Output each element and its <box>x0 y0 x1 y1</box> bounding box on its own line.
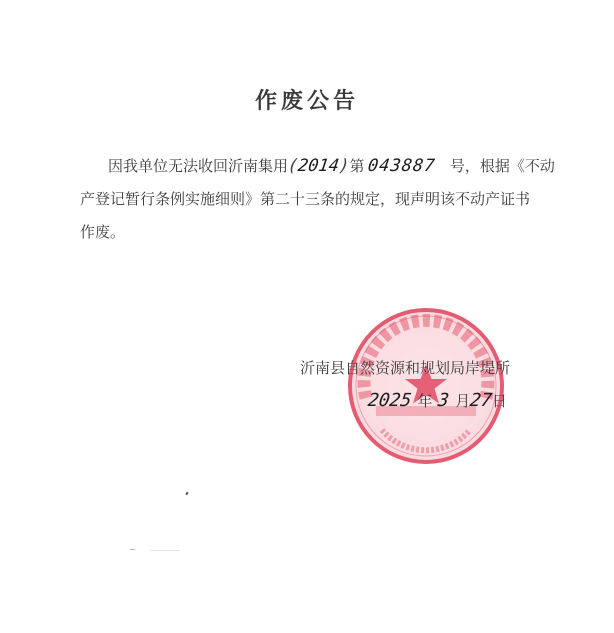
month-unit: 月 <box>455 392 471 410</box>
handwritten-date-day: 27 <box>468 390 494 411</box>
paren-open: ( <box>286 156 300 176</box>
paper-speck <box>185 492 188 496</box>
notice-body-line-2: 产登记暂行条例实施细则》第二十三条的规定，现声明该不动产证书 <box>80 190 531 208</box>
official-seal-icon <box>346 306 506 466</box>
handwritten-date-month: 3 <box>436 390 451 411</box>
signature-date <box>368 390 507 411</box>
paper-speck <box>150 550 180 551</box>
paren-close: ) <box>337 156 351 176</box>
line1-suffix: 号，根据《不动 <box>449 157 555 175</box>
notice-body-line-1 <box>108 155 555 176</box>
handwritten-year: 2014 <box>296 156 341 176</box>
handwritten-date-year: 2025 <box>366 390 413 411</box>
notice-body-line-3: 作废。 <box>80 223 126 241</box>
handwritten-cert-number: 043887 <box>367 156 438 176</box>
day-unit: 日 <box>491 392 507 410</box>
line1-prefix: 因我单位无法收回沂南集用 <box>108 157 289 175</box>
notice-title: 作废公告 <box>254 89 359 114</box>
issuing-organization: 沂南县自然资源和规划局岸堤所 <box>300 359 511 377</box>
year-unit: 年 <box>417 392 433 410</box>
paper-speck <box>130 549 135 550</box>
di-char: 第 <box>349 157 365 175</box>
